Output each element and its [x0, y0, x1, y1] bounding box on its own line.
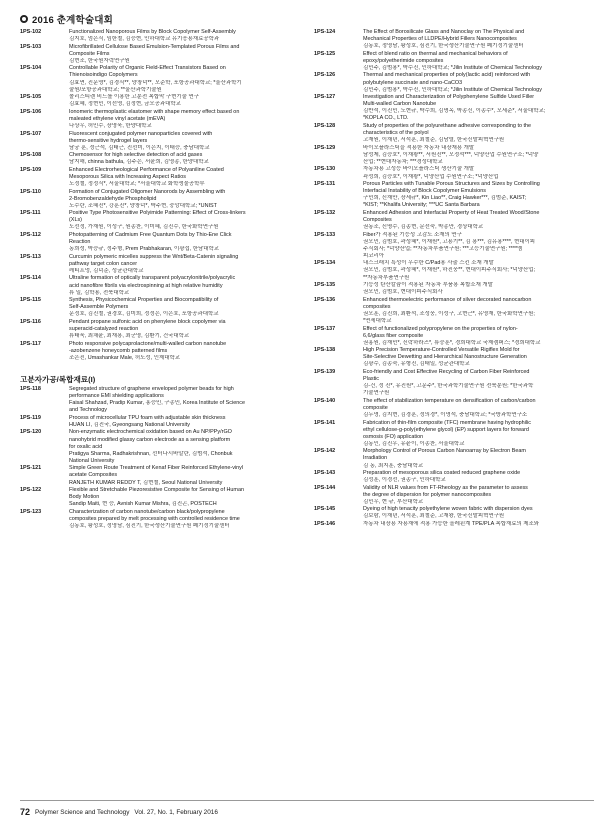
abstract-entry [20, 109, 297, 130]
entry-line: Investigation and Characterization of Polyphenylene Sulfide Used Filler [363, 94, 535, 101]
entry-code: 1PS-114 [20, 275, 41, 282]
entry-code: 1PS-146 [314, 521, 336, 527]
entry-line: 류 일, 김학용, 전북대학교 [69, 289, 130, 296]
entry-line: Flexible and Stretchable Piezoresistive Composite for Sensing of Human [69, 487, 244, 494]
entry-line: RANJETH KUMAR REDDY T, 김현철, Seoul National University [69, 479, 223, 486]
entry-code: 1PS-123 [20, 508, 42, 515]
abstract-entry [314, 181, 591, 209]
entry-body [69, 94, 297, 108]
abstract-entry [314, 369, 591, 397]
entry-line: 권오민, 김범호, 곽성혜*, 이재원*, 고용기**, 김 용***, 김유용****, 현대이피 [363, 238, 536, 245]
abstract-entry [314, 72, 591, 93]
entry-line: 김지호, 엄은식, 임한철, 김승현, 인하대학교 유기응용재료공학과 [69, 36, 220, 43]
entry-body [363, 29, 591, 50]
entry-line: Irradiation [363, 455, 388, 462]
abstract-entry [20, 167, 297, 188]
entry-body [363, 94, 591, 122]
entry-line: 노수란, 조혜진*, 강훈진*, 양창덕*, 박주현, 중앙대학교; *UNIST [69, 202, 217, 209]
page-footer [20, 806, 218, 818]
entry-line: 김반석, 이진민, 노현규, 박수희, 김명옥, 박종신, 이종수*, 오세준*, 서울대학교; [363, 108, 546, 115]
abstract-entry [20, 429, 297, 464]
entry-code: 1PS-137 [314, 325, 336, 332]
entry-line: Positive Type Photosensitive Polyimide Patterning: Effect of Cross-linkers [69, 210, 246, 217]
entry-line: 고재원, 이재년, 서석훈, 최철준, 김남렬, 한국신발피혁연구원 [363, 137, 505, 144]
entry-line: epoxy/polyetherimide composites [363, 57, 444, 64]
entry-body [363, 347, 591, 368]
entry-line: nanohybrid modified glassy carbon electrode as a sensing platform [69, 436, 231, 443]
abstract-entry [20, 65, 297, 93]
entry-line: 김동인, 김진우, 유윤이, 이종찬, 서울대학교 [363, 440, 465, 447]
entry-line: 권오민, 김범호, 현대이피주식회사 [363, 289, 443, 296]
abstract-entry [20, 189, 297, 210]
entry-body [363, 369, 591, 397]
right-entry-list [314, 29, 591, 528]
entry-body [363, 72, 591, 93]
entry-line: Study of properties of the polyurethane adhesive corresponding to the [363, 122, 532, 129]
header-title: 2016 춘계학술대회 [32, 15, 114, 26]
entry-body [69, 232, 297, 253]
abstract-entry [20, 44, 297, 65]
entry-body [69, 415, 297, 429]
entry-body [363, 145, 591, 166]
entry-line: 문정호, 김진철, 권경호, 김미희, 정정은, 이은호, 포항공과대학교 [69, 311, 219, 318]
footer-divider [20, 800, 594, 801]
entry-body [69, 29, 297, 43]
abstract-entry [314, 470, 591, 484]
right-column [314, 29, 591, 529]
abstract-entry [314, 398, 591, 419]
entry-line: Self-Assemble Polymers [69, 304, 129, 311]
entry-line: Enhanced Electrorheological Performance of Polyaniline Coated [69, 166, 224, 173]
entry-code: 1PS-125 [314, 50, 336, 57]
entry-line: acid nanofibre fibrils via electrospinning at high relative humidity [69, 282, 223, 289]
abstract-entry [314, 145, 591, 166]
circle-bullet-icon [20, 15, 28, 23]
entry-line: Fluorescent conjugated polymer nanoparticles covered with [69, 130, 213, 137]
entry-line: polybutylene succinate and nano-CaCO3 [363, 79, 463, 86]
entry-line: -azobenzene honeycomb patterned films [69, 347, 168, 354]
entry-line: Mesoporous Silica with Increasing Aspect Ratios [69, 173, 186, 180]
entry-line: 바이오플라스틱을 적용한 자동차 내장재용 개발 [363, 144, 475, 151]
entry-body [363, 420, 591, 448]
abstract-entry [20, 152, 297, 166]
abstract-entry [20, 94, 297, 108]
entry-body [363, 232, 591, 260]
abstract-entry [314, 210, 591, 231]
entry-line: composites prepared by melt processing with controlled residence time [69, 515, 240, 522]
entry-code: 1PS-130 [314, 166, 336, 173]
entry-line: HUAN LI, 김진국, Gyeongsang National University [69, 421, 190, 428]
abstract-entry [20, 275, 297, 296]
entry-line: Preparation of mesoporous silica coated reduced graphene oxide [363, 470, 521, 477]
entry-line: *KIST; **Khalifa University; ***UC Santa Barbara [363, 202, 480, 209]
entry-body [69, 189, 297, 210]
entry-code: 1PS-115 [20, 297, 41, 304]
entry-body [363, 282, 591, 296]
entry-line: 나상우, 허민수, 장영욱, 한양대학교 [69, 122, 152, 129]
entry-line: composite [363, 404, 388, 411]
abstract-entry [314, 297, 591, 325]
entry-body [69, 319, 297, 340]
abstract-entry [314, 94, 591, 122]
entry-line: Morphology Control of Porous Carbon Nanoarray by Electron Beam [363, 448, 526, 455]
abstract-entry [20, 297, 297, 318]
entry-line: Chemosensor for high selective detection of acid gases [69, 152, 203, 159]
entry-line: 김민주, 김범용*, 박수진, 인하대학교; *Jilin Institute of Chemical Technology [363, 64, 542, 71]
entry-code: 1PS-133 [314, 231, 336, 238]
entry-body [363, 123, 591, 144]
entry-code: 1PS-124 [314, 29, 336, 35]
entry-code: 1PS-129 [314, 144, 336, 151]
entry-body [69, 275, 297, 296]
entry-code: 1PS-132 [314, 209, 336, 216]
entry-line: Non-enzymatic electrochemical oxidation based on Au NP/PPy/rGO [69, 429, 232, 436]
entry-line: Curcumin polymeric micelles suppress the Wnt/Beta-Catenin signaling [69, 253, 239, 260]
left-entry-list [20, 29, 297, 362]
entry-line: composites [363, 303, 391, 310]
entry-line: and Technology [69, 407, 107, 414]
entry-line: thermo-sensitive hydrogel layers [69, 137, 148, 144]
entry-line: superacid-catalyzed reaction [69, 325, 139, 332]
entry-line: 김효혜, 정현민, 이선영, 김정현, 금오공과대학교 [69, 101, 181, 108]
entry-body [69, 429, 297, 464]
entry-line: Controllable Polarity of Organic Field-Effect Transistors Based on [69, 65, 226, 72]
abstract-entry [314, 282, 591, 296]
entry-line: Sandip Maiti, 현 승, Avnish Kumar Mishra, 김진곤, POSTECH [69, 501, 217, 508]
entry-line: 6,6/glass fiber composite [363, 332, 424, 339]
entry-code: 1PS-122 [20, 487, 42, 494]
entry-line: 기능성 탄산칼슘이 적용된 자동차 부품용 복합소재 개발 [363, 282, 493, 289]
entry-line: Multi-walled Carbon Nanotube [363, 101, 437, 108]
entry-code: 1PS-120 [20, 429, 42, 436]
entry-line: Reaction [69, 239, 91, 246]
abstract-entry [314, 51, 591, 72]
entry-body [69, 341, 297, 362]
entry-code: 1PS-112 [20, 232, 41, 238]
entry-code: 1PS-134 [314, 260, 336, 267]
entry-body [363, 166, 591, 180]
entry-line: Enhanced thermoelectric performance of silver decorated nanocarbon [363, 296, 532, 303]
entry-line: Interfacial Instability of Block Copolymer Emulsions [363, 188, 486, 195]
abstract-entry [20, 386, 297, 414]
entry-code: 1PS-105 [20, 94, 42, 101]
entry-line: Photo responsive polycaprolactone/multi-walled carbon nanotube [69, 340, 227, 347]
abstract-entry [20, 341, 297, 362]
entry-line: Effect of functionalized polypropylene on the properties of nylon- [363, 325, 518, 332]
abstract-entry [314, 166, 591, 180]
entry-body [363, 51, 591, 72]
entry-line: 김두영, 김지현, 김경훈, 정의경*, 이영석, 충남대학교; *국방과학연구소 [363, 411, 528, 418]
entry-body [69, 509, 297, 530]
page-header [20, 12, 113, 26]
entry-line: Porous Particles with Tunable Porous Structures and Sizes by Controlling [363, 181, 540, 188]
entry-line: 김광수, 김종숙, 유형진, 김태일, 성균관대학교 [363, 361, 470, 368]
entry-line: The Effect of Borosilicate Glass and Nanoclay on The Physical and [363, 29, 525, 35]
entry-code: 1PS-119 [20, 414, 41, 421]
entry-line: 남성제, 김승호*, 이재왕**, 서원진**, 오정석***, 덕양산업 수원연구소; *덕양 [363, 151, 539, 158]
entry-code: 1PS-142 [314, 448, 336, 455]
entry-line: Site-Selective Dewetting and Hierarchical Nanostructure Generation [363, 354, 527, 361]
entry-line: 기술연구원 [363, 390, 390, 397]
entry-line: Segregated structure of graphene enveloped polymer beads for high [69, 385, 234, 392]
entry-body [363, 521, 591, 528]
entry-code: 1PS-140 [314, 397, 336, 404]
entry-code: 1PS-145 [314, 506, 336, 513]
left-column [20, 29, 297, 530]
page-number: 72 [20, 807, 31, 817]
entry-body [363, 506, 591, 520]
entry-line: 피코리아 [363, 252, 385, 259]
entry-body [69, 65, 297, 93]
entry-code: 1PS-104 [20, 65, 42, 72]
entry-line: Enhanced Adhesion and Interfacial Property of Heat Treated Wood/Stone [363, 209, 540, 216]
entry-code: 1PS-138 [314, 347, 336, 354]
entry-body [69, 297, 297, 318]
entry-line: 곽성희, 김승호*, 이재왕*, 덕양산업 수원연구소; *덕양산업 [363, 173, 499, 180]
entry-body [363, 210, 591, 231]
entry-body [69, 109, 297, 130]
entry-line: Ionomeric thermoplastic elastomer with shape memory effect based on [69, 108, 240, 115]
entry-body [69, 210, 297, 231]
entry-code: 1PS-136 [314, 296, 336, 303]
entry-line: 권오민, 김범호, 곽성혜*, 이재원*, 하진웅**, 현대이피주식회사; *덕양산업; [363, 267, 536, 274]
entry-body [69, 254, 297, 275]
entry-line: Validity of NLR values from FT-Rheology as the parameter to assess [363, 484, 528, 491]
entry-code: 1PS-121 [20, 465, 42, 472]
entry-code: 1PS-103 [20, 43, 42, 50]
entry-line: 2-Bromobenzaldehyde Phospholipid [69, 195, 157, 202]
entry-line: for oxalic acid [69, 443, 103, 450]
entry-line: Pendant propane sulfonic acid on phenylene block copolymer via [69, 318, 226, 325]
entry-body [363, 398, 591, 419]
entry-body [69, 44, 297, 65]
entry-body [363, 297, 591, 325]
abstract-entry [314, 506, 591, 520]
entry-line: Effect of blend ratio on thermal and mechanical behaviors of [363, 50, 508, 57]
abstract-entry [20, 465, 297, 486]
entry-body [69, 152, 297, 166]
entry-line: National University [69, 457, 115, 464]
abstract-entry [20, 131, 297, 152]
entry-line: Body Motion [69, 494, 100, 501]
entry-line: pathway target colon cancer [69, 260, 138, 267]
entry-line: 산업; **현대자동차; ***경성대학교 [363, 158, 443, 165]
entry-line: Microfibrillated Cellulose Based Emulsion-Templated Porous Films and [69, 43, 240, 50]
entry-line: 류태욱, 최채윤, 최재용, 최군영, 김환기, 건국대학교 [69, 333, 190, 340]
entry-line: characteristics of the polyol [363, 130, 429, 137]
entry-body [69, 167, 297, 188]
entry-line: Dyeing of high tenacity polyethylene woven fabric with dispersion dyes [363, 506, 533, 513]
entry-code: 1PS-117 [20, 340, 41, 347]
abstract-entry [314, 326, 591, 347]
abstract-entry [20, 487, 297, 508]
entry-line: Mechanical Properties of LLDPE/Hybrid Fillers Nanocomposites [363, 36, 517, 43]
entry-code: 1PS-135 [314, 282, 336, 289]
entry-body [69, 487, 297, 508]
entry-line: Characterization of carbon nanotube/carbon black/polypropylene [69, 508, 225, 515]
entry-body [363, 260, 591, 281]
entry-body [69, 465, 297, 486]
entry-code: 1PS-143 [314, 470, 336, 477]
entry-body [363, 326, 591, 347]
entry-line: osmosis (FO) application [363, 433, 424, 440]
entry-line: The effect of stabilization temperature on densification of carbon/carbon [363, 397, 536, 404]
entry-body [363, 181, 591, 209]
journal-name: Polymer Science and Technology [35, 808, 130, 816]
entry-code: 1PS-107 [20, 130, 42, 137]
entry-line: 김 동, 최지훈, 충남대학교 [363, 462, 424, 469]
entry-line: Formation of Conjugated Oligomer Nanorods by Assembling with [69, 188, 226, 195]
section-title: 고분자가공/복합재료(I) [20, 374, 96, 384]
entry-line: 권오훈, 김진희, 최환석, 조성웅, 이성구, 고현근*, 유영재, 한국화학연구원; [363, 310, 535, 317]
abstract-entry [314, 29, 591, 50]
entry-line: Composites [363, 216, 392, 223]
entry-line: Ultraline formation of optically transparent polyacrylonitrile/polyacrylic [69, 275, 236, 282]
entry-line: 자동차용 고성능 바이오플라스틱 생산기술 개발 [363, 166, 475, 173]
entry-line: *KOPLA CO., LTD. [363, 115, 409, 122]
entry-line: the degree of dispersion for polymer nanocomposites [363, 491, 492, 498]
entry-body [363, 470, 591, 484]
entry-line: 김-건, 정 진*, 유진원*, 고문주*, 한국과학기술연구원 전북분원; *한국과학 [363, 383, 534, 390]
entry-line: 술원/포항공과대학교; **울산과학기술원 [69, 86, 162, 93]
entry-line: 김현조, 한국원자력연구원 [69, 57, 130, 64]
entry-code: 1PS-128 [314, 122, 336, 129]
entry-line: Plastic [363, 376, 380, 383]
abstract-entry [314, 347, 591, 368]
entry-code: 1PS-102 [20, 29, 42, 35]
entry-line: 권동조, 신명수, 김종현, 문선숙, 박종만, 경상대학교 [363, 224, 484, 231]
entry-line: Photopatterning of Cadmium Free Quantum Dots by Thio-Ene Click [69, 232, 232, 238]
entry-body [363, 448, 591, 469]
entry-line: High Precision Temperature-Controlled Versatile Rigiflex Mold for [363, 347, 520, 354]
abstract-entry [314, 521, 591, 528]
entry-code: 1PS-109 [20, 166, 42, 173]
entry-body [69, 386, 297, 414]
entry-line: 김보람, 이재년, 서석훈, 최철준, 고재왕, 한국신발피혁연구원 [363, 513, 505, 520]
abstract-entry [20, 254, 297, 275]
abstract-entry [20, 415, 297, 429]
entry-line: Thermal and mechanical properties of poly(lactic acid) reinforced with [363, 72, 531, 79]
entry-line: (XLs) [69, 217, 82, 224]
entry-line: 주식회사; *덕양산업; **자동차부품연구원; ***고등기술연구원; ****엠 [363, 245, 523, 252]
entry-line: Thienoisoindigo Copolymers [69, 72, 138, 79]
entry-code: 1PS-144 [314, 484, 336, 491]
entry-line: Composite Films [69, 50, 110, 57]
entry-line: 레티프엉, 김덕준, 성균관대학교 [69, 267, 144, 274]
entry-code: 1PS-141 [314, 419, 336, 426]
entry-line: Simple Green Route Treatment of Kenaf Fiber Reinforced Ethylene-vinyl [69, 465, 244, 472]
entry-code: 1PS-127 [314, 94, 336, 101]
entry-code: 1PS-116 [20, 318, 41, 325]
entry-line: maleated ethylene vinyl acetate (mEVA) [69, 115, 166, 122]
abstract-entry [20, 509, 297, 530]
entry-code: 1PS-113 [20, 253, 41, 260]
entry-line: Fiber가 적용된 기능성 고감도 소재의 연구 [363, 231, 462, 238]
abstract-entry [314, 232, 591, 260]
abstract-entry [314, 123, 591, 144]
entry-line: Eco-friendly and Cost Effective Recycling of Carbon Fiber Reinforced [363, 368, 530, 375]
abstract-entry [314, 448, 591, 469]
entry-line: Synthesis, Physicochemical Properties and Biocompatibility of [69, 297, 219, 304]
left-entry-list-2 [20, 386, 297, 530]
entry-line: 남궁 훈, 정근석, 김태근, 진선미, 이은지, 이태승, 충남대학교 [69, 144, 210, 151]
entry-code: 1PS-139 [314, 368, 336, 375]
entry-line: *연세대학교 [363, 318, 392, 324]
abstract-entry [314, 260, 591, 281]
entry-line: 김효연, 진문영*, 김경식**, 양창덕**, 오준학, 포항공과대학교; *울산과학기 [69, 79, 242, 86]
entry-line: 김성훈, 이경선, 권종구, 인하대학교 [363, 477, 446, 484]
entry-line: **자동차부품연구원 [363, 274, 410, 281]
entry-line: Faisal Shahzad, Pradip Kumar, 홍승민, 구종민, Korea Institute of Science [69, 400, 245, 407]
entry-code: 1PS-110 [20, 188, 41, 195]
entry-line: ethyl cellulose-g-poly(ethylene glycol) (EP) support layers for forward [363, 426, 529, 433]
entry-line: 폴리스티렌 비드를 이용한 고분전 복합막 구현기술 연구 [69, 94, 199, 101]
abstract-entry [20, 210, 297, 231]
entry-line: Process of microcellular TPU foam with adjustable skin thickness [69, 414, 226, 421]
entry-line: Fabrication of thin-film composite (TFC) membrane having hydrophilic [363, 419, 532, 426]
entry-line: 김민주, 김범용*, 박수진, 인하대학교; *Jilin Institute of Chemical Technology [363, 86, 542, 93]
abstract-entry [20, 232, 297, 253]
abstract-entry [20, 319, 297, 340]
entry-line: 동희성, 박승규, 정주형, Prem Prabhakaran, 이광섭, 한남대학교 [69, 246, 220, 253]
entry-body [363, 485, 591, 506]
entry-code: 1PS-126 [314, 72, 336, 79]
entry-line: Pratigya Sharma, Radhakrishnan, 선터나시바알란, 김범석, Chonbuk [69, 450, 233, 457]
entry-line: 노정철, 정정식*, 서울대학교; *서울대학교 화학생물공학부 [69, 181, 205, 188]
entry-line: performance EMI shielding applications [69, 393, 164, 400]
entry-line: 권홍원, 김재민*, 신락하라즈*, 류승훈*, 경희대학교 국제캠퍼스; *경희대학교 [363, 339, 541, 346]
entry-code: 1PS-131 [314, 181, 336, 188]
entry-line: 구민희, 신재만, 장세규*, Kin Liao**, Craig Hawker***, 김범준, KAIST; [363, 195, 527, 202]
entry-line: Functionalized Nanoporous Films by Block Copolymer Self-Assembly [69, 29, 236, 35]
entry-line: 내스크래치 특성이 우수한 C/Pad용 사출 스킨 소재 개발 [363, 260, 494, 267]
entry-code: 1PS-118 [20, 385, 41, 392]
abstract-entry [314, 485, 591, 506]
abstract-entry [314, 420, 591, 448]
journal-volume: Vol. 27, No. 1, February 2016 [134, 808, 218, 816]
entry-code: 1PS-106 [20, 108, 42, 115]
entry-line: 조은진, Umashankar Male, 허도성, 인제대학교 [69, 354, 180, 361]
entry-line: 김동호, 정영남, 황성호, 심진기, 한국생산기술연구원 폐기정기술센터 [363, 43, 524, 50]
entry-body [69, 131, 297, 152]
entry-line: 자동차 내장용 자용재에 적용 가능한 올레핀계 TPE/PLA 복합재료의 제조와 [363, 521, 539, 527]
abstract-entry [20, 29, 297, 43]
entry-code: 1PS-111 [20, 210, 41, 217]
entry-line: 남지해, chinna bathula, 김주은, 서윤희, 김영종, 한양대학교 [69, 159, 209, 166]
entry-line: 도선정, 가재원, 이성구, 원종찬, 이미혜, 김진수, 한국화학연구원 [69, 224, 219, 231]
entry-line: 김동호, 황성호, 정영남, 심진기, 한국생산기술연구원 폐기정기술센터 [69, 522, 230, 529]
entry-line: acetate Composites [69, 472, 118, 479]
entry-line: 김민우, 현 규, 부산대학교 [363, 498, 424, 505]
entry-code: 1PS-108 [20, 152, 42, 159]
